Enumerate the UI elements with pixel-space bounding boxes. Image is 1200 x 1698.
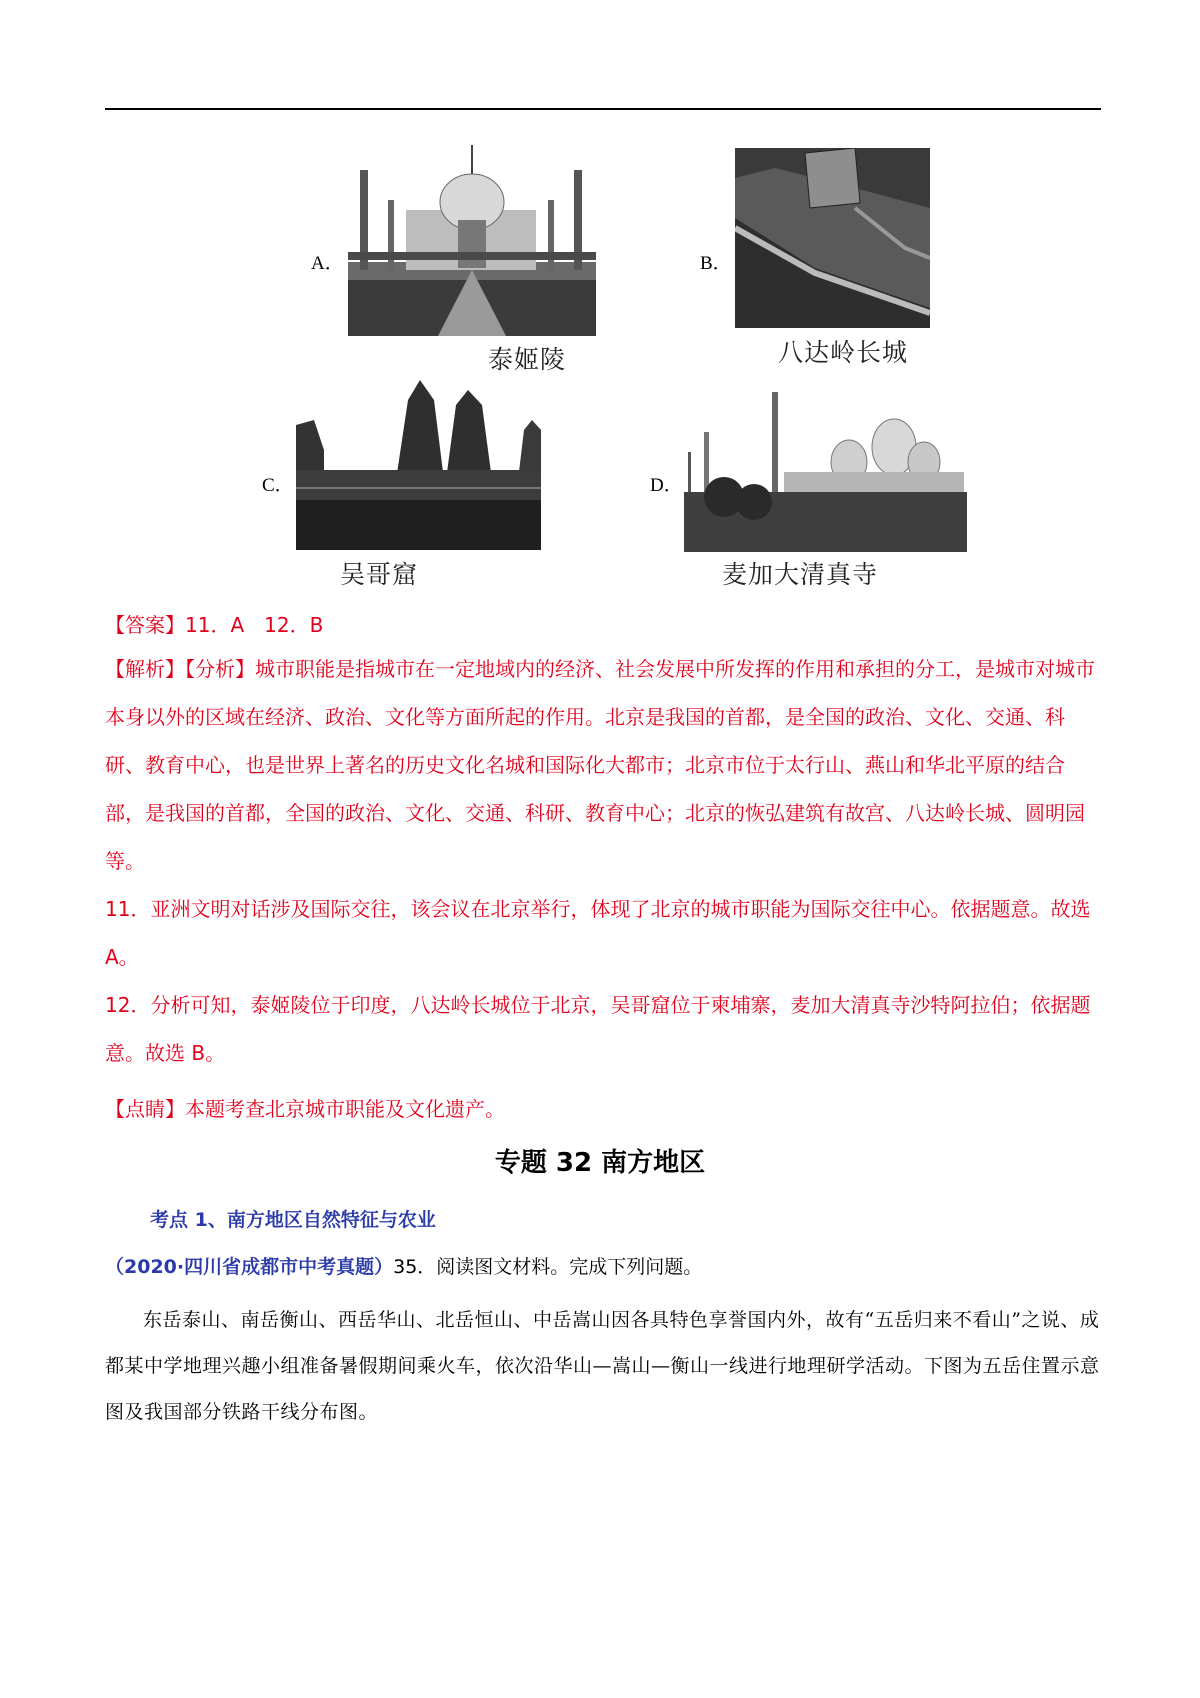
angkor-wat-photo: [296, 380, 541, 550]
option-c-letter: C．: [262, 475, 294, 496]
analysis-q11: 11．亚洲文明对话涉及国际交往，该会议在北京举行，体现了北京的城市职能为国际交往中心。依据题意。故选 A。: [105, 897, 1091, 969]
great-wall-photo: [735, 148, 930, 328]
option-b-letter: B．: [700, 253, 732, 274]
analysis-intro: 【解析】【分析】城市职能是指城市在一定地域内的经济、社会发展中所发挥的作用和承担的分工，是城市对城市本身以外的区域在经济、政治、文化等方面所起的作用。北京是我国的首都，是全国的政治、文化、交通、科研、教育中心，也是世界上著名的历史文化名城和国际化大都市；北京市位于太行山、燕山和华北平原的结合部，是我国的首都，全国的政治、文化、交通、科研、教育中心；北京的恢弘建筑有故宫、八达岭长城、圆明园等。: [105, 657, 1095, 873]
option-a-caption: 泰姬陵: [488, 345, 567, 374]
question-source-line: [105, 1252, 702, 1279]
section-title: 专题 32 南方地区: [494, 1148, 706, 1178]
header-rule: [105, 108, 1101, 110]
analysis-q12: 12．分析可知，泰姬陵位于印度，八达岭长城位于北京，吴哥窟位于柬埔寨，麦加大清真寺沙特阿拉伯；依据题意。故选 B。: [105, 993, 1091, 1065]
option-c-caption: 吴哥窟: [340, 560, 419, 589]
option-a-letter: A．: [311, 253, 344, 274]
mecca-mosque-photo: [684, 392, 967, 552]
kaodian-heading: 考点 1、南方地区自然特征与农业: [150, 1209, 436, 1231]
question-source: （2020·四川省成都市中考真题）: [105, 1256, 394, 1278]
question-prompt: 35．阅读图文材料。完成下列问题。: [393, 1256, 703, 1278]
answer-line: 【答案】11．A 12．B: [105, 613, 324, 637]
question-body: 东岳泰山、南岳衡山、西岳华山、北岳恒山、中岳嵩山因各具特色享誉国内外，故有“五岳归来不看山”之说、成都某中学地理兴趣小组准备暑假期间乘火车，依次沿华山—嵩山—衡山一线进行地理研学活动。下图为五岳住置示意图及我国部分铁路干线分布图。: [105, 1309, 1100, 1423]
option-d-caption: 麦加大清真寺: [722, 560, 879, 589]
option-d-letter: D．: [650, 475, 683, 496]
taj-mahal-photo: [348, 140, 596, 336]
dianjing-line: 【点睛】本题考查北京城市职能及文化遗产。: [105, 1097, 505, 1121]
option-b-caption: 八达岭长城: [778, 338, 909, 367]
